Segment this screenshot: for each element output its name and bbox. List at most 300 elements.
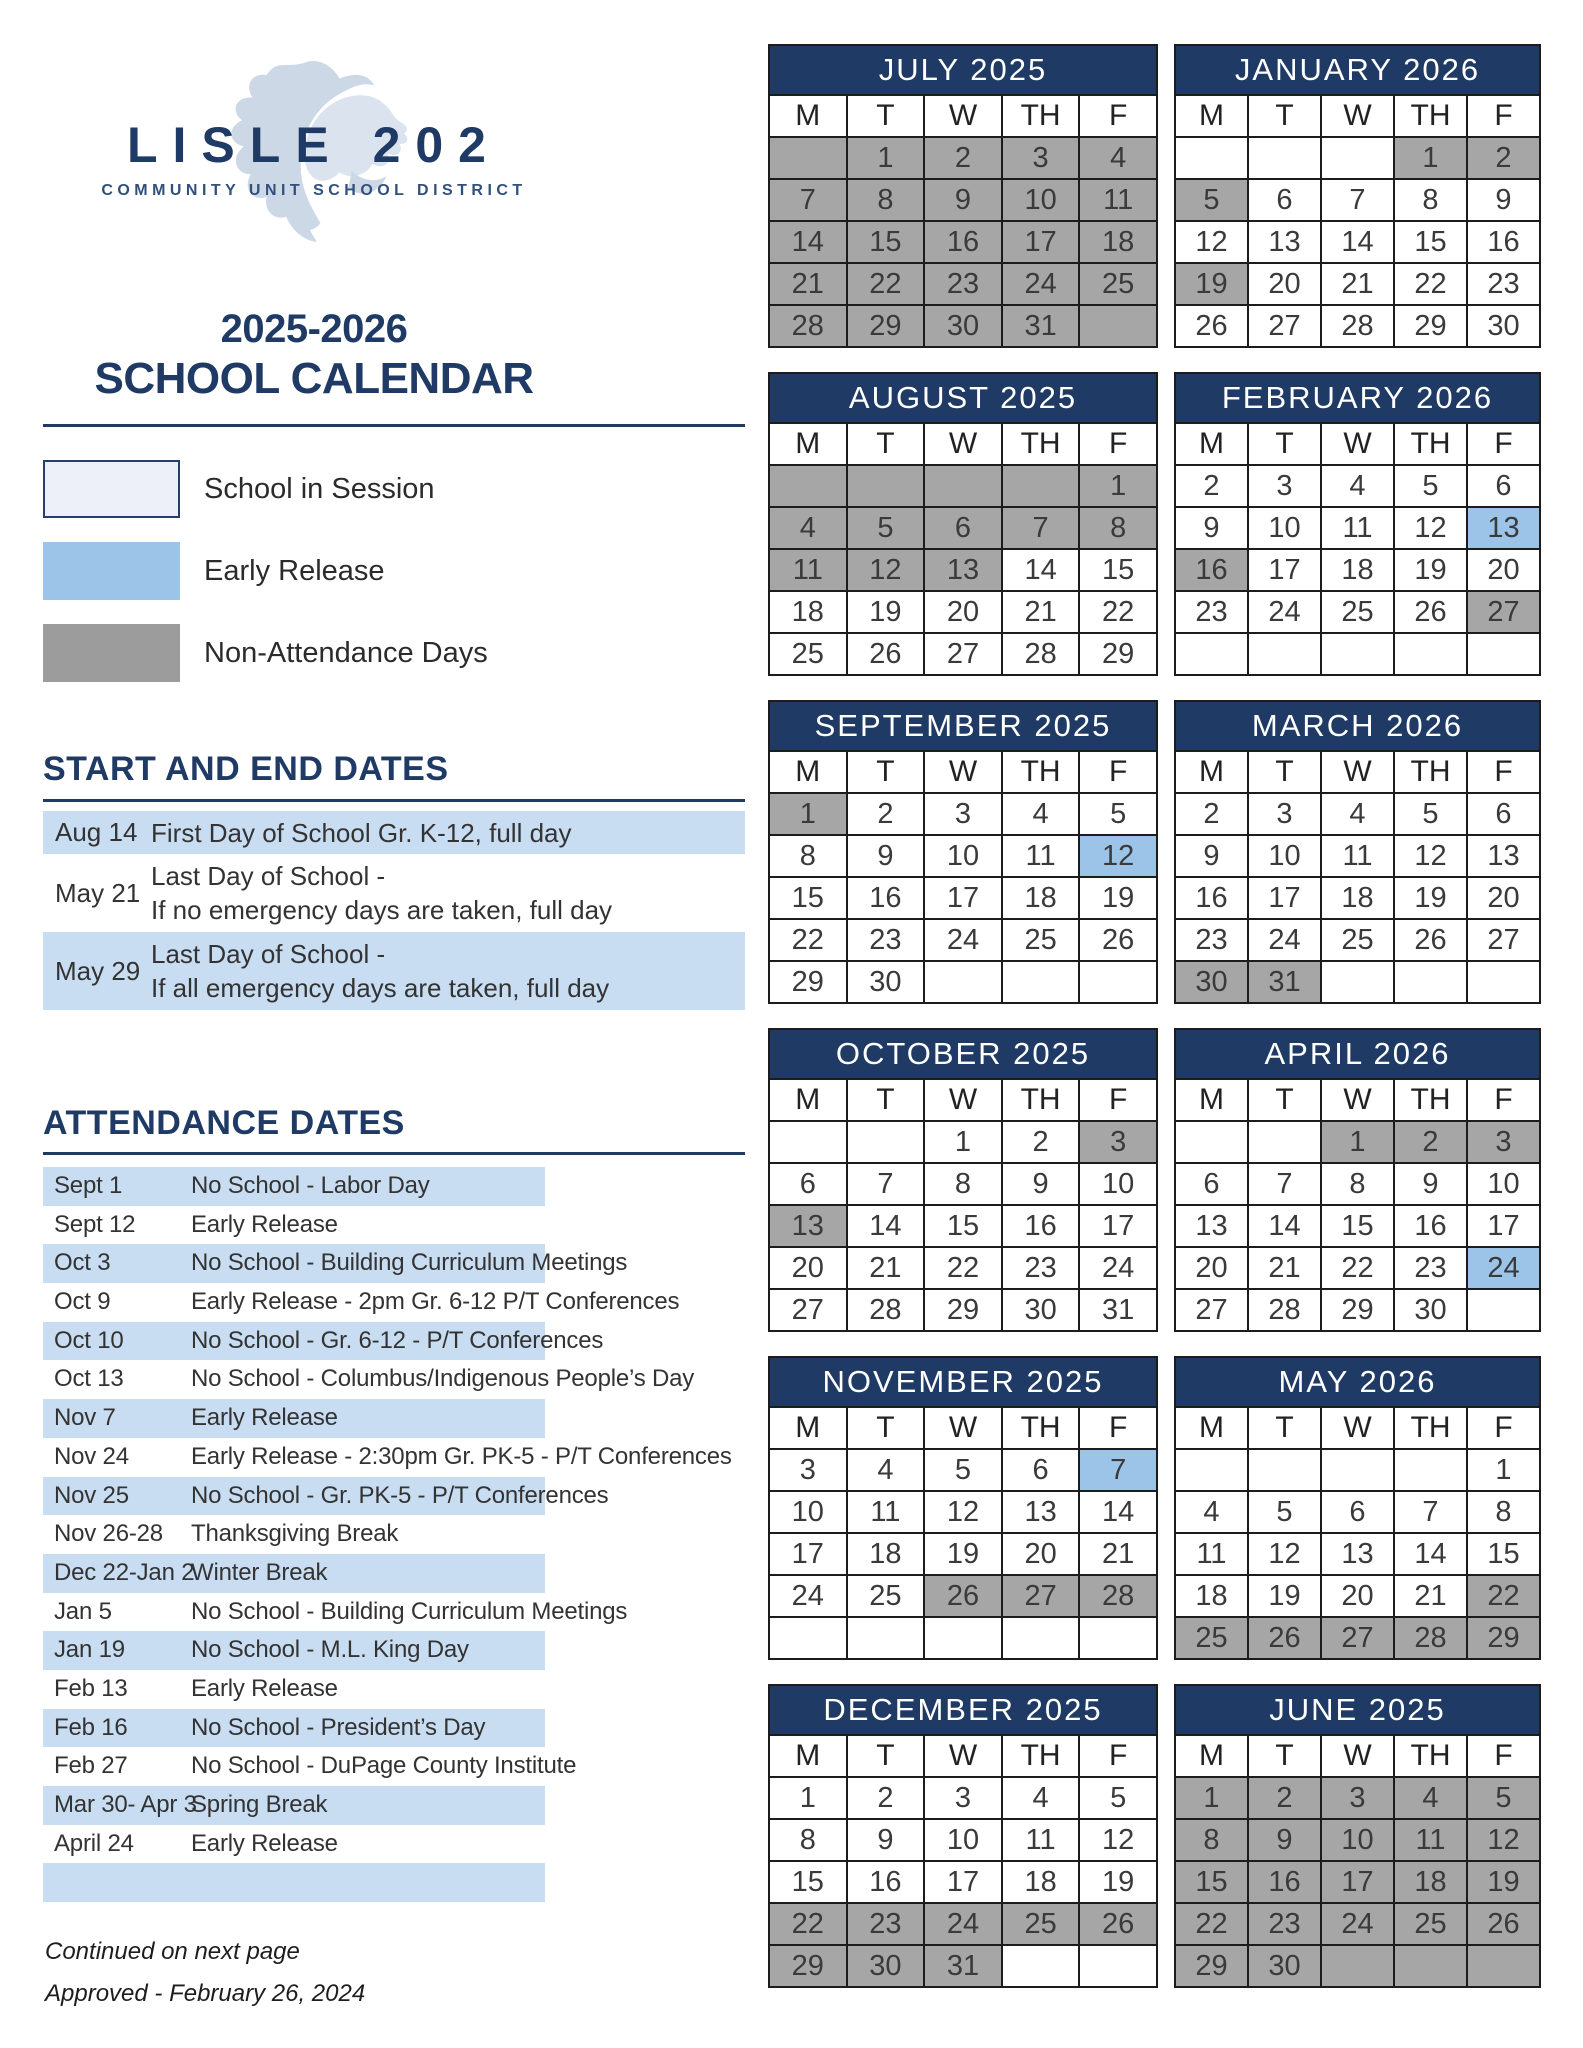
day-cell: 28 <box>1248 1289 1321 1331</box>
day-cell: 29 <box>769 961 847 1003</box>
attendance-row <box>43 1670 545 1709</box>
day-cell: 3 <box>1002 137 1080 179</box>
day-cell: 10 <box>1467 1163 1540 1205</box>
day-cell: 24 <box>1467 1247 1540 1289</box>
description-cell: Winter Break <box>191 1558 328 1586</box>
day-header-cell: W <box>1321 1079 1394 1121</box>
empty-day-cell <box>1002 1945 1080 1987</box>
attendance-row <box>43 1593 628 1632</box>
day-cell: 26 <box>1079 919 1157 961</box>
day-cell: 31 <box>1079 1289 1157 1331</box>
day-cell: 8 <box>1079 507 1157 549</box>
day-cell: 28 <box>769 305 847 347</box>
day-cell: 1 <box>769 793 847 835</box>
empty-day-cell <box>847 465 925 507</box>
day-cell: 5 <box>924 1449 1002 1491</box>
attendance-row <box>43 1825 545 1864</box>
day-cell: 13 <box>1175 1205 1248 1247</box>
day-cell: 10 <box>1079 1163 1157 1205</box>
day-cell: 8 <box>924 1163 1002 1205</box>
day-cell: 3 <box>1248 465 1321 507</box>
month-calendar <box>768 1684 1158 1988</box>
day-cell: 15 <box>769 877 847 919</box>
day-cell: 1 <box>1467 1449 1540 1491</box>
day-cell: 8 <box>847 179 925 221</box>
day-header-cell: F <box>1467 1079 1540 1121</box>
description-cell: No School - Gr. 6-12 - P/T Conferences <box>191 1326 604 1354</box>
description-cell: Early Release - 2:30pm Gr. PK-5 - P/T Conferences <box>191 1442 732 1470</box>
day-header-cell: T <box>1248 1079 1321 1121</box>
date-cell: Dec 22-Jan 2 <box>54 1558 195 1586</box>
day-cell: 15 <box>1175 1861 1248 1903</box>
day-cell: 4 <box>769 507 847 549</box>
day-cell: 3 <box>769 1449 847 1491</box>
day-cell: 28 <box>1079 1575 1157 1617</box>
month-calendar <box>768 1028 1158 1332</box>
day-cell: 24 <box>1321 1903 1394 1945</box>
day-cell: 22 <box>924 1247 1002 1289</box>
day-cell: 21 <box>769 263 847 305</box>
attendance-row <box>43 1631 545 1670</box>
attendance-row <box>43 1438 732 1477</box>
start-end-row <box>43 811 745 854</box>
day-header-cell: F <box>1079 1079 1157 1121</box>
empty-day-cell <box>769 1121 847 1163</box>
day-header-cell: F <box>1079 1735 1157 1777</box>
description-cell: Early Release <box>191 1404 338 1432</box>
start-end-row <box>43 854 745 932</box>
day-cell: 25 <box>1002 1903 1080 1945</box>
day-cell: 7 <box>847 1163 925 1205</box>
description-cell: Thanksgiving Break <box>191 1520 399 1548</box>
day-header-cell: M <box>1175 1079 1248 1121</box>
description-cell: No School - Gr. PK-5 - P/T Conferences <box>191 1481 609 1509</box>
day-cell: 4 <box>1394 1777 1467 1819</box>
attendance-row <box>43 1477 609 1516</box>
day-cell: 9 <box>1394 1163 1467 1205</box>
empty-day-cell <box>1321 1945 1394 1987</box>
day-header-cell: T <box>847 751 925 793</box>
day-cell: 17 <box>769 1533 847 1575</box>
day-cell: 2 <box>1002 1121 1080 1163</box>
day-cell: 2 <box>1175 465 1248 507</box>
month-calendar <box>768 1356 1158 1660</box>
empty-day-cell <box>1079 1617 1157 1659</box>
day-header-cell: F <box>1079 1407 1157 1449</box>
empty-day-cell <box>1175 137 1248 179</box>
day-cell: 2 <box>1467 137 1540 179</box>
day-header-cell: TH <box>1002 1407 1080 1449</box>
day-cell: 1 <box>1079 465 1157 507</box>
day-cell: 6 <box>769 1163 847 1205</box>
day-cell: 18 <box>847 1533 925 1575</box>
day-cell: 29 <box>847 305 925 347</box>
day-cell: 21 <box>1002 591 1080 633</box>
empty-day-cell <box>1248 137 1321 179</box>
day-header-cell: TH <box>1394 1407 1467 1449</box>
description-cell: No School - Labor Day <box>191 1172 430 1199</box>
attendance-row <box>43 1399 545 1438</box>
empty-day-cell <box>769 465 847 507</box>
day-header-cell: TH <box>1394 1735 1467 1777</box>
day-cell: 24 <box>924 1903 1002 1945</box>
day-header-cell: F <box>1467 1735 1540 1777</box>
day-cell: 21 <box>847 1247 925 1289</box>
day-cell: 18 <box>1175 1575 1248 1617</box>
day-header-cell: T <box>847 1079 925 1121</box>
title-divider <box>43 424 745 427</box>
day-cell: 25 <box>847 1575 925 1617</box>
day-cell: 14 <box>847 1205 925 1247</box>
day-cell: 9 <box>1248 1819 1321 1861</box>
empty-day-cell <box>847 1121 925 1163</box>
day-cell: 15 <box>924 1205 1002 1247</box>
legend-label: Early Release <box>204 555 385 587</box>
day-cell: 18 <box>1394 1861 1467 1903</box>
day-cell: 3 <box>924 1777 1002 1819</box>
day-header-cell: TH <box>1002 423 1080 465</box>
day-cell: 29 <box>1079 633 1157 675</box>
day-header-cell: TH <box>1394 423 1467 465</box>
day-header-cell: W <box>924 95 1002 137</box>
empty-day-cell <box>1248 633 1321 675</box>
day-cell: 22 <box>1467 1575 1540 1617</box>
empty-day-cell <box>1321 633 1394 675</box>
day-cell: 7 <box>1248 1163 1321 1205</box>
description-cell: No School - DuPage County Institute <box>191 1752 577 1780</box>
day-cell: 2 <box>1394 1121 1467 1163</box>
day-cell: 7 <box>1002 507 1080 549</box>
day-cell: 13 <box>924 549 1002 591</box>
day-cell: 9 <box>1175 507 1248 549</box>
day-cell: 24 <box>1002 263 1080 305</box>
description-cell: Spring Break <box>191 1791 328 1818</box>
day-cell: 10 <box>1321 1819 1394 1861</box>
day-cell: 19 <box>1079 1861 1157 1903</box>
day-cell: 20 <box>1175 1247 1248 1289</box>
day-cell: 19 <box>1175 263 1248 305</box>
day-header-cell: M <box>769 751 847 793</box>
day-cell: 19 <box>1248 1575 1321 1617</box>
date-cell: April 24 <box>54 1829 134 1857</box>
page-title-year: 2025-2026 <box>220 307 408 351</box>
day-header-cell: T <box>847 95 925 137</box>
day-cell: 7 <box>1079 1449 1157 1491</box>
date-cell: Aug 14 <box>55 817 138 847</box>
day-header-cell: F <box>1467 1407 1540 1449</box>
start-end-dates-heading: START AND END DATES <box>43 750 449 788</box>
day-header-cell: TH <box>1002 95 1080 137</box>
day-cell: 17 <box>924 1861 1002 1903</box>
day-cell: 19 <box>1394 877 1467 919</box>
calendar-column-right <box>1174 44 1541 2012</box>
day-cell: 20 <box>924 591 1002 633</box>
page-title-text: SCHOOL CALENDAR <box>94 354 534 403</box>
description-cell: Early Release <box>191 1210 338 1238</box>
day-cell: 10 <box>924 835 1002 877</box>
day-cell: 29 <box>769 1945 847 1987</box>
day-cell: 29 <box>1467 1617 1540 1659</box>
day-cell: 12 <box>1175 221 1248 263</box>
day-cell: 14 <box>1002 549 1080 591</box>
day-cell: 22 <box>847 263 925 305</box>
day-cell: 20 <box>1002 1533 1080 1575</box>
day-cell: 20 <box>769 1247 847 1289</box>
month-title: FEBRUARY 2026 <box>1174 372 1541 422</box>
day-cell: 11 <box>1079 179 1157 221</box>
attendance-row <box>43 1709 545 1748</box>
day-cell: 11 <box>1175 1533 1248 1575</box>
day-header-cell: F <box>1079 95 1157 137</box>
day-cell: 22 <box>1394 263 1467 305</box>
day-cell: 7 <box>1321 179 1394 221</box>
day-header-cell: W <box>1321 751 1394 793</box>
day-cell: 30 <box>847 961 925 1003</box>
day-cell: 3 <box>1248 793 1321 835</box>
day-cell: 23 <box>1002 1247 1080 1289</box>
day-cell: 11 <box>1002 1819 1080 1861</box>
day-cell: 4 <box>1079 137 1157 179</box>
day-header-cell: F <box>1467 423 1540 465</box>
day-cell: 23 <box>847 919 925 961</box>
day-cell: 17 <box>924 877 1002 919</box>
day-cell: 1 <box>924 1121 1002 1163</box>
day-cell: 16 <box>1175 877 1248 919</box>
day-cell: 30 <box>847 1945 925 1987</box>
day-cell: 27 <box>769 1289 847 1331</box>
day-cell: 15 <box>1394 221 1467 263</box>
day-cell: 13 <box>1467 835 1540 877</box>
day-cell: 5 <box>1394 465 1467 507</box>
month-grid <box>768 1078 1158 1332</box>
day-cell: 15 <box>1467 1533 1540 1575</box>
attendance-row <box>43 1863 545 1902</box>
day-cell: 1 <box>1175 1777 1248 1819</box>
day-cell: 4 <box>1002 793 1080 835</box>
day-cell: 5 <box>1079 793 1157 835</box>
day-cell: 2 <box>847 1777 925 1819</box>
day-cell: 8 <box>1394 179 1467 221</box>
month-grid <box>1174 1406 1541 1660</box>
day-cell: 15 <box>1321 1205 1394 1247</box>
empty-day-cell <box>1394 961 1467 1003</box>
day-cell: 18 <box>1321 877 1394 919</box>
description-cell <box>191 1863 545 1902</box>
day-cell: 27 <box>1175 1289 1248 1331</box>
day-cell: 11 <box>1394 1819 1467 1861</box>
day-cell: 3 <box>1321 1777 1394 1819</box>
day-cell: 18 <box>1002 877 1080 919</box>
month-calendar <box>768 372 1158 676</box>
day-cell: 29 <box>924 1289 1002 1331</box>
day-cell: 26 <box>1079 1903 1157 1945</box>
legend <box>43 460 663 706</box>
attendance-row <box>43 1554 545 1593</box>
empty-day-cell <box>1321 961 1394 1003</box>
day-cell: 12 <box>924 1491 1002 1533</box>
footer-approved-note: Approved - February 26, 2024 <box>45 1980 366 2007</box>
day-header-cell: T <box>847 423 925 465</box>
day-cell: 1 <box>769 1777 847 1819</box>
month-title: JULY 2025 <box>768 44 1158 94</box>
empty-day-cell <box>1079 961 1157 1003</box>
day-header-cell: TH <box>1002 1079 1080 1121</box>
description-cell: No School - M.L. King Day <box>191 1636 469 1664</box>
start-end-table <box>43 811 745 1010</box>
day-cell: 1 <box>1321 1121 1394 1163</box>
logo-subtext: COMMUNITY UNIT SCHOOL DISTRICT <box>101 182 527 199</box>
day-cell: 2 <box>1175 793 1248 835</box>
month-grid <box>1174 94 1541 348</box>
day-cell: 4 <box>1002 1777 1080 1819</box>
day-cell: 27 <box>1321 1617 1394 1659</box>
day-cell: 10 <box>924 1819 1002 1861</box>
day-cell: 24 <box>1079 1247 1157 1289</box>
date-cell: Oct 3 <box>54 1249 111 1277</box>
day-cell: 11 <box>1321 835 1394 877</box>
day-cell: 27 <box>1467 591 1540 633</box>
day-header-cell: W <box>1321 95 1394 137</box>
empty-day-cell <box>924 465 1002 507</box>
day-cell: 17 <box>1079 1205 1157 1247</box>
day-cell: 8 <box>769 1819 847 1861</box>
day-cell: 23 <box>1394 1247 1467 1289</box>
day-cell: 12 <box>847 549 925 591</box>
day-cell: 18 <box>769 591 847 633</box>
day-cell: 23 <box>1467 263 1540 305</box>
attendance-row <box>43 1786 545 1825</box>
month-title: DECEMBER 2025 <box>768 1684 1158 1734</box>
day-cell: 30 <box>1175 961 1248 1003</box>
day-header-cell: M <box>1175 1735 1248 1777</box>
day-cell: 24 <box>1248 591 1321 633</box>
day-cell: 11 <box>1321 507 1394 549</box>
day-cell: 25 <box>1079 263 1157 305</box>
day-cell: 7 <box>769 179 847 221</box>
day-cell: 19 <box>1079 877 1157 919</box>
description-cell: No School - Columbus/Indigenous People’s Day <box>191 1365 695 1393</box>
day-cell: 2 <box>924 137 1002 179</box>
day-cell: 16 <box>847 877 925 919</box>
day-cell: 10 <box>1002 179 1080 221</box>
day-cell: 21 <box>1394 1575 1467 1617</box>
day-cell: 8 <box>769 835 847 877</box>
date-cell: Oct 9 <box>54 1288 111 1316</box>
day-header-cell: TH <box>1394 95 1467 137</box>
day-header-cell: M <box>769 1407 847 1449</box>
day-cell: 27 <box>1248 305 1321 347</box>
empty-day-cell <box>924 1617 1002 1659</box>
day-cell: 10 <box>1248 507 1321 549</box>
day-cell: 4 <box>1321 793 1394 835</box>
day-header-cell: W <box>924 751 1002 793</box>
day-cell: 16 <box>1467 221 1540 263</box>
month-title: APRIL 2026 <box>1174 1028 1541 1078</box>
attendance-row <box>43 1747 577 1786</box>
day-cell: 12 <box>1394 507 1467 549</box>
day-cell: 13 <box>769 1205 847 1247</box>
calendar-column-left <box>768 44 1158 2012</box>
day-cell: 18 <box>1321 549 1394 591</box>
day-cell: 14 <box>769 221 847 263</box>
day-cell: 24 <box>1248 919 1321 961</box>
day-cell: 14 <box>1321 221 1394 263</box>
date-cell: May 21 <box>55 877 141 908</box>
month-calendar <box>1174 1028 1541 1332</box>
date-cell: Sept 1 <box>54 1172 123 1199</box>
day-header-cell: T <box>1248 1735 1321 1777</box>
day-cell: 9 <box>1002 1163 1080 1205</box>
date-cell: Nov 7 <box>54 1404 116 1432</box>
date-cell: Nov 25 <box>54 1481 129 1509</box>
day-cell: 4 <box>1175 1491 1248 1533</box>
description-cell: Early Release <box>191 1829 338 1857</box>
day-cell: 14 <box>1394 1533 1467 1575</box>
day-cell: 6 <box>1002 1449 1080 1491</box>
description-cell: Last Day of School - If no emergency days are taken, full day <box>151 861 613 925</box>
day-cell: 29 <box>1394 305 1467 347</box>
month-calendar <box>1174 700 1541 1004</box>
attendance-dates-heading: ATTENDANCE DATES <box>43 1104 405 1142</box>
empty-day-cell <box>1394 633 1467 675</box>
day-cell: 5 <box>1394 793 1467 835</box>
month-title: JUNE 2025 <box>1174 1684 1541 1734</box>
day-cell: 19 <box>924 1533 1002 1575</box>
empty-day-cell <box>1321 1449 1394 1491</box>
day-cell: 26 <box>1394 591 1467 633</box>
day-cell: 17 <box>1248 549 1321 591</box>
day-cell: 30 <box>924 305 1002 347</box>
day-cell: 8 <box>1175 1819 1248 1861</box>
month-grid <box>768 94 1158 348</box>
day-cell: 15 <box>847 221 925 263</box>
empty-day-cell <box>1467 961 1540 1003</box>
day-cell: 1 <box>1394 137 1467 179</box>
month-title: MARCH 2026 <box>1174 700 1541 750</box>
legend-row-session <box>43 460 663 518</box>
day-cell: 4 <box>1321 465 1394 507</box>
day-cell: 28 <box>1321 305 1394 347</box>
day-cell: 26 <box>1248 1617 1321 1659</box>
day-header-cell: W <box>924 423 1002 465</box>
month-title: MAY 2026 <box>1174 1356 1541 1406</box>
date-cell <box>43 1863 191 1902</box>
empty-day-cell <box>924 961 1002 1003</box>
description-cell: Early Release - 2pm Gr. 6-12 P/T Conferences <box>191 1288 680 1316</box>
day-header-cell: M <box>769 1735 847 1777</box>
day-cell: 6 <box>1467 465 1540 507</box>
day-cell: 26 <box>924 1575 1002 1617</box>
empty-day-cell <box>769 137 847 179</box>
day-cell: 18 <box>1002 1861 1080 1903</box>
month-title: OCTOBER 2025 <box>768 1028 1158 1078</box>
empty-day-cell <box>1175 1121 1248 1163</box>
day-header-cell: T <box>847 1735 925 1777</box>
day-cell: 25 <box>1394 1903 1467 1945</box>
day-cell: 9 <box>1467 179 1540 221</box>
attendance-table <box>43 1167 732 1902</box>
day-cell: 29 <box>1321 1289 1394 1331</box>
day-cell: 29 <box>1175 1945 1248 1987</box>
attendance-row <box>43 1244 628 1283</box>
day-cell: 16 <box>1248 1861 1321 1903</box>
day-cell: 27 <box>924 633 1002 675</box>
day-header-cell: W <box>924 1079 1002 1121</box>
day-cell: 5 <box>1079 1777 1157 1819</box>
day-cell: 5 <box>1175 179 1248 221</box>
empty-day-cell <box>1079 1945 1157 1987</box>
day-cell: 11 <box>847 1491 925 1533</box>
